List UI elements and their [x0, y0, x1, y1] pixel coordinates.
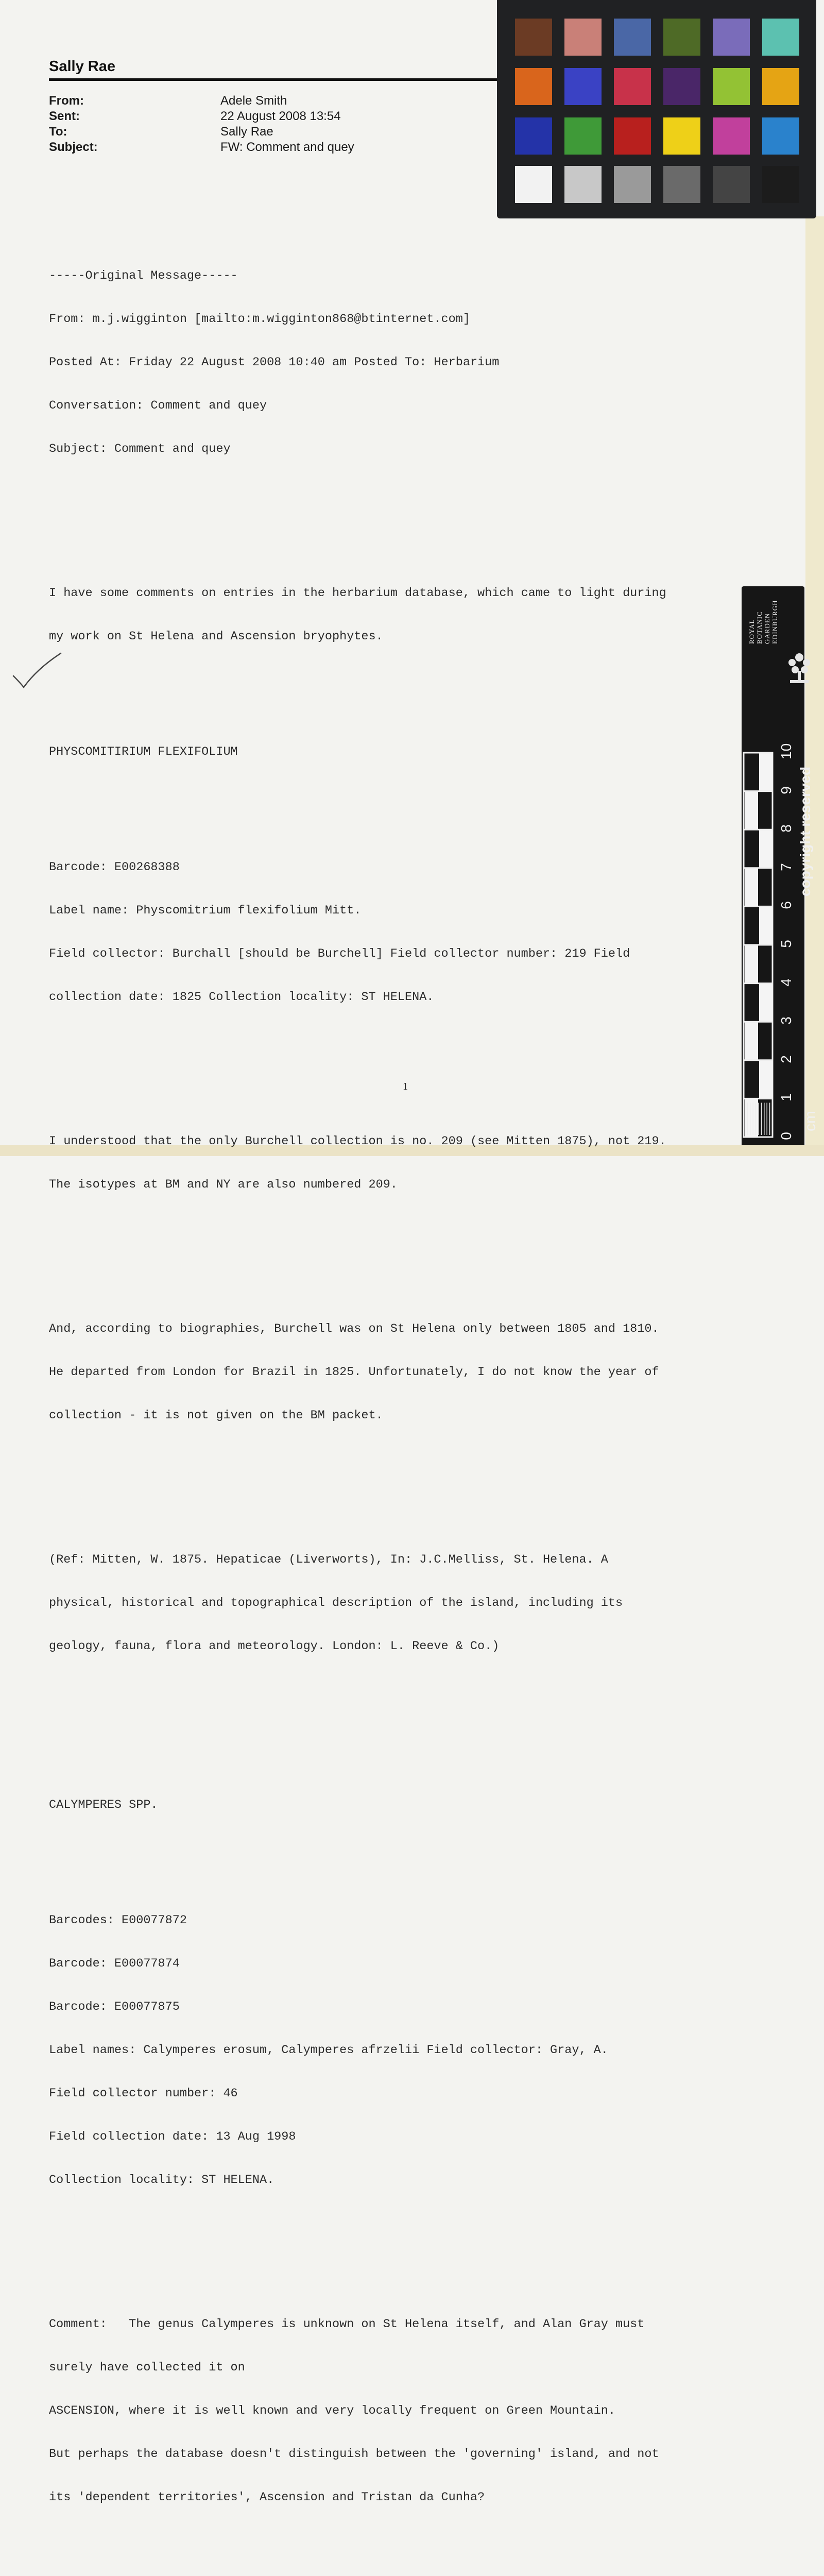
page-number: 1	[403, 1081, 408, 1092]
color-swatch	[515, 117, 552, 155]
color-swatch	[614, 19, 651, 56]
ruler-number: 1	[778, 1093, 794, 1102]
ruler-cm-block	[759, 829, 772, 868]
text-line: Label names: Calymperes erosum, Calymperes afrzelii Field collector: Gray, A.	[49, 2043, 608, 2057]
handwritten-checkmark	[11, 650, 63, 691]
header-row-sent	[49, 109, 409, 124]
to-label: To:	[49, 125, 67, 139]
email-header-fields	[49, 93, 409, 155]
ruler-org-line: ROYAL	[748, 619, 756, 644]
color-swatch	[564, 117, 602, 155]
text-line: ASCENSION, where it is well known and very locally frequent on Green Mountain.	[49, 2404, 615, 2418]
header-row-subject	[49, 140, 409, 155]
text-line: collection - it is not given on the BM packet.	[49, 1409, 383, 1422]
ruler-organization-label	[748, 600, 779, 644]
text-line: Barcode: E00077874	[49, 1957, 180, 1971]
text-line: collection date: 1825 Collection locality: ST HELENA.	[49, 990, 434, 1004]
ruler-cm-block	[745, 791, 758, 830]
color-swatch	[515, 68, 552, 105]
color-swatch	[762, 19, 799, 56]
ruler-cm-block	[745, 1022, 758, 1060]
color-swatch	[663, 68, 700, 105]
email-body	[49, 211, 770, 2576]
color-swatch	[762, 166, 799, 203]
text-line: I understood that the only Burchell collection is no. 209 (see Mitten 1875), not 219.	[49, 1134, 666, 1148]
color-swatch	[564, 166, 602, 203]
section1-paragraph-2	[49, 1293, 770, 1452]
ruler-number: 0	[778, 1132, 794, 1140]
text-line: Collection locality: ST HELENA.	[49, 2173, 274, 2187]
rbge-emblem-icon	[783, 650, 816, 687]
text-line: The isotypes at BM and NY are also numbered 209.	[49, 1178, 398, 1192]
text-line: Field collector number: 46	[49, 2087, 238, 2100]
section2-record	[49, 1885, 770, 2216]
ruler-number: 5	[778, 940, 794, 948]
text-line: surely have collected it on	[49, 2361, 245, 2375]
color-swatch	[713, 68, 750, 105]
ruler-number: 9	[778, 786, 794, 794]
text-line: geology, fauna, flora and meteorology. London: L. Reeve & Co.)	[49, 1639, 500, 1653]
ruler-org-line: EDINBURGH	[771, 600, 779, 644]
color-swatch	[614, 166, 651, 203]
document-owner-name: Sally Rae	[49, 58, 115, 75]
color-swatch	[614, 117, 651, 155]
section2-comment	[49, 2289, 770, 2534]
text-line: Barcode: E00077875	[49, 2000, 180, 2014]
original-subject-line: Subject: Comment and quey	[49, 442, 231, 456]
text-line: (Ref: Mitten, W. 1875. Hepaticae (Liverworts), In: J.C.Melliss, St. Helena. A	[49, 1553, 608, 1567]
ruler-number: 3	[778, 1016, 794, 1025]
intro-paragraph	[49, 557, 770, 673]
section1-paragraph-1	[49, 1106, 770, 1221]
ruler-number: 2	[778, 1055, 794, 1063]
text-line: my work on St Helena and Ascension bryophytes.	[49, 630, 383, 643]
text-line: But perhaps the database doesn't distinguish between the 'governing' island, and not	[49, 2447, 659, 2461]
color-swatch	[663, 166, 700, 203]
color-swatch	[515, 166, 552, 203]
subject-label: Subject:	[49, 140, 98, 154]
text-line: Field collection date: 13 Aug 1998	[49, 2130, 296, 2144]
original-from-line: From: m.j.wigginton [mailto:m.wigginton868@btinternet.com]	[49, 312, 470, 326]
ruler-cm-block	[745, 945, 758, 984]
text-line: I have some comments on entries in the herbarium database, which came to light during	[49, 586, 666, 600]
from-value: Adele Smith	[220, 94, 287, 108]
original-message-header	[49, 240, 770, 485]
color-swatch	[713, 19, 750, 56]
section1-record	[49, 832, 770, 1033]
color-swatch	[663, 19, 700, 56]
ruler-number: 6	[778, 901, 794, 910]
color-swatch	[762, 117, 799, 155]
ruler-cm-block	[759, 753, 772, 791]
header-row-to	[49, 124, 409, 140]
to-value: Sally Rae	[220, 125, 273, 139]
section1-reference	[49, 1524, 770, 1683]
text-line: Comment: The genus Calymperes is unknown on St Helena itself, and Alan Gray must	[49, 2317, 645, 2331]
header-row-from	[49, 93, 409, 109]
ruler-unit-label: cm	[802, 1111, 819, 1131]
ruler-org-line: GARDEN	[763, 613, 771, 644]
color-swatch	[663, 117, 700, 155]
conversation-line: Conversation: Comment and quey	[49, 399, 267, 413]
text-line: Label name: Physcomitrium flexifolium Mitt.	[49, 904, 362, 918]
header-rule	[49, 78, 564, 81]
text-line: physical, historical and topographical description of the island, including its	[49, 1596, 623, 1610]
text-line: He departed from London for Brazil in 1825. Unfortunately, I do not know the year of	[49, 1365, 659, 1379]
ruler-number: 8	[778, 824, 794, 833]
sent-value: 22 August 2008 13:54	[220, 109, 341, 123]
text-line: Field collector: Burchall [should be Burchell] Field collector number: 219 Field	[49, 947, 630, 961]
text-line: Barcodes: E00077872	[49, 1913, 187, 1927]
color-swatch	[713, 166, 750, 203]
posted-at-line: Posted At: Friday 22 August 2008 10:40 am Posted To: Herbarium	[49, 355, 500, 369]
text-line: And, according to biographies, Burchell was on St Helena only between 1805 and 1810.	[49, 1322, 659, 1336]
color-swatch	[515, 19, 552, 56]
original-message-line: -----Original Message-----	[49, 269, 238, 283]
from-label: From:	[49, 94, 84, 108]
text-line: Barcode: E00268388	[49, 860, 180, 874]
color-swatch	[564, 19, 602, 56]
text-line: its 'dependent territories', Ascension and Tristan da Cunha?	[49, 2490, 485, 2504]
ruler-cm-block	[745, 868, 758, 907]
ruler-org-line: BOTANIC	[756, 611, 763, 644]
section-title-physcomitirium: PHYSCOMITIRIUM FLEXIFOLIUM	[49, 745, 238, 759]
color-calibration-chart	[497, 0, 816, 218]
color-swatch	[614, 68, 651, 105]
ruler-copyright-text: copyright reserved	[797, 766, 813, 896]
ruler-number: 4	[778, 978, 794, 987]
color-swatch	[762, 68, 799, 105]
subject-value: FW: Comment and quey	[220, 140, 354, 154]
ruler-cm-block	[759, 984, 772, 1022]
sent-label: Sent:	[49, 109, 80, 123]
color-swatch	[713, 117, 750, 155]
ruler-cm-block	[759, 906, 772, 945]
color-swatch	[564, 68, 602, 105]
ruler-cm-block	[759, 1060, 772, 1099]
ruler-number: 10	[778, 743, 794, 759]
section-title-calymperes: CALYMPERES SPP.	[49, 1798, 158, 1812]
ruler-number: 7	[778, 863, 794, 871]
